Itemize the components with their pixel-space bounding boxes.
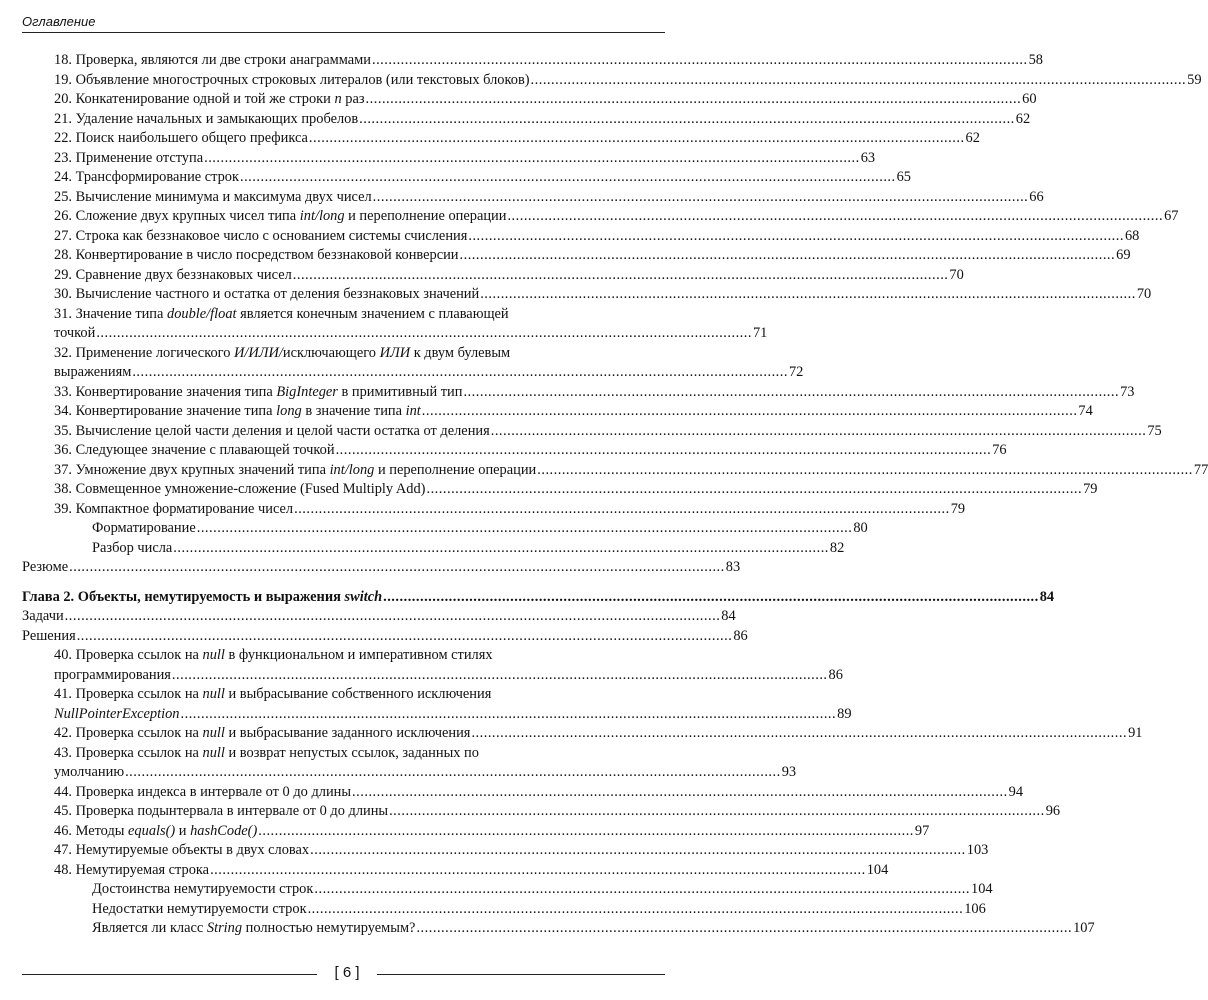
leader-dots	[460, 246, 1116, 266]
leader-dots	[463, 383, 1119, 403]
toc-entry-35[interactable]: 35. Вычисление целой части деления и целой части остатка от деления ..... 75	[22, 422, 665, 442]
leader-dots	[359, 110, 1015, 130]
leader-dots	[65, 607, 721, 627]
toc-entry-27[interactable]: 27. Строка как беззнаковое число с основанием системы счисления ..... 68	[22, 227, 665, 247]
toc-entry-31[interactable]: 31. Значение типа double/float является конечным значением с плавающей точкой ..... 71	[22, 305, 665, 344]
toc-entry-25[interactable]: 25. Вычисление минимума и максимума двух чисел ..... 66	[22, 188, 665, 208]
leader-dots	[383, 588, 1039, 608]
toc-entry-summary[interactable]: Резюме ..... 83	[22, 558, 665, 578]
running-header: Оглавление	[22, 14, 96, 29]
toc-subentry-parsing[interactable]: Разбор числа ..... 82	[22, 539, 665, 559]
leader-dots	[372, 51, 1028, 71]
leader-dots	[77, 627, 733, 647]
leader-dots	[308, 900, 964, 920]
toc-entry-solutions[interactable]: Решения ..... 86	[22, 627, 665, 647]
toc-chapter-2[interactable]: Глава 2. Объекты, немутируемость и выражения switch ..... 84	[22, 588, 665, 608]
toc-entry-48[interactable]: 48. Немутируемая строка ..... 104	[22, 861, 665, 881]
leader-dots	[491, 422, 1147, 442]
footer-rule-left	[22, 974, 317, 975]
leader-dots	[416, 919, 1072, 939]
leader-dots	[531, 71, 1187, 91]
leader-dots	[352, 783, 1008, 803]
leader-dots	[181, 705, 837, 725]
toc-subentry-advantages[interactable]: Достоинства немутируемости строк ..... 104	[22, 880, 665, 900]
header-rule	[22, 32, 665, 33]
toc-entry-26[interactable]: 26. Сложение двух крупных чисел типа int/long и переполнение операции ..... 67	[22, 207, 665, 227]
leader-dots	[471, 724, 1127, 744]
leader-dots	[294, 500, 950, 520]
toc-entry-20[interactable]: 20. Конкатенирование одной и той же строки n раз ..... 60	[22, 90, 665, 110]
footer-rule-right	[377, 974, 665, 975]
toc-entry-41[interactable]: 41. Проверка ссылок на null и выбрасывание собственного исключения NullPointerException ..... 89	[22, 685, 665, 724]
toc-entry-37[interactable]: 37. Умножение двух крупных значений типа int/long и переполнение операции ..... 77	[22, 461, 665, 481]
leader-dots	[480, 285, 1136, 305]
leader-dots	[309, 129, 965, 149]
leader-dots	[426, 480, 1082, 500]
leader-dots	[507, 207, 1163, 227]
toc-entry-32[interactable]: 32. Применение логического И/ИЛИ/исключающего ИЛИ к двум булевым выражениям ..... 72	[22, 344, 665, 383]
toc-subentry-string-immutable[interactable]: Является ли класс String полностью немутируемым? ..... 107	[22, 919, 665, 939]
leader-dots	[210, 861, 866, 881]
leader-dots	[173, 539, 829, 559]
leader-dots	[125, 763, 781, 783]
toc-entry-42[interactable]: 42. Проверка ссылок на null и выбрасывание заданного исключения ..... 91	[22, 724, 665, 744]
toc-subentry-formatting[interactable]: Форматирование ..... 80	[22, 519, 665, 539]
toc-entry-39[interactable]: 39. Компактное форматирование чисел ..... 79	[22, 500, 665, 520]
toc-entry-40[interactable]: 40. Проверка ссылок на null в функциональном и императивном стилях программирования ..... 86	[22, 646, 665, 685]
leader-dots	[310, 841, 966, 861]
toc-entry-38[interactable]: 38. Совмещенное умножение-сложение (Fused Multiply Add) ..... 79	[22, 480, 665, 500]
leader-dots	[389, 802, 1045, 822]
page-number: [ 6 ]	[334, 964, 360, 981]
leader-dots	[336, 441, 992, 461]
leader-dots	[293, 266, 949, 286]
toc-entry-44[interactable]: 44. Проверка индекса в интервале от 0 до длины ..... 94	[22, 783, 665, 803]
toc-entry-28[interactable]: 28. Конвертирование в число посредством беззнаковой конверсии ..... 69	[22, 246, 665, 266]
toc-entry-34[interactable]: 34. Конвертирование значение типа long в значение типа int ..... 74	[22, 402, 665, 422]
leader-dots	[366, 90, 1022, 110]
toc-entry-43[interactable]: 43. Проверка ссылок на null и возврат непустых ссылок, заданных по умолчанию ..... 93	[22, 744, 665, 783]
toc-subentry-disadvantages[interactable]: Недостатки немутируемости строк ..... 106	[22, 900, 665, 920]
toc-entry-19[interactable]: 19. Объявление многострочных строковых литералов (или текстовых блоков) ..... 59	[22, 71, 665, 91]
toc-entry-47[interactable]: 47. Немутируемые объекты в двух словах ..... 103	[22, 841, 665, 861]
leader-dots	[240, 168, 896, 188]
table-of-contents	[22, 51, 1208, 939]
toc-entry-45[interactable]: 45. Проверка подынтервала в интервале от 0 до длины ..... 96	[22, 802, 665, 822]
toc-entry-22[interactable]: 22. Поиск наибольшего общего префикса ..... 62	[22, 129, 665, 149]
toc-entry-23[interactable]: 23. Применение отступа ..... 63	[22, 149, 665, 169]
toc-entry-46[interactable]: 46. Методы equals() и hashCode() ..... 97	[22, 822, 665, 842]
toc-entry-tasks[interactable]: Задачи ..... 84	[22, 607, 665, 627]
leader-dots	[96, 324, 752, 344]
toc-entry-29[interactable]: 29. Сравнение двух беззнаковых чисел ..... 70	[22, 266, 665, 286]
leader-dots	[373, 188, 1029, 208]
page-footer	[22, 963, 665, 983]
leader-dots	[537, 461, 1193, 481]
leader-dots	[258, 822, 914, 842]
leader-dots	[172, 666, 828, 686]
toc-entry-30[interactable]: 30. Вычисление частного и остатка от деления беззнаковых значений ..... 70	[22, 285, 665, 305]
leader-dots	[468, 227, 1124, 247]
toc-entry-18[interactable]: 18. Проверка, являются ли две строки анаграммами ..... 58	[22, 51, 665, 71]
leader-dots	[422, 402, 1078, 422]
leader-dots	[132, 363, 788, 383]
leader-dots	[204, 149, 860, 169]
leader-dots	[314, 880, 970, 900]
toc-entry-33[interactable]: 33. Конвертирование значения типа BigInteger в примитивный тип ..... 73	[22, 383, 665, 403]
toc-entry-24[interactable]: 24. Трансформирование строк ..... 65	[22, 168, 665, 188]
toc-entry-21[interactable]: 21. Удаление начальных и замыкающих пробелов ..... 62	[22, 110, 665, 130]
leader-dots	[197, 519, 853, 539]
leader-dots	[69, 558, 725, 578]
toc-entry-36[interactable]: 36. Следующее значение с плавающей точкой ..... 76	[22, 441, 665, 461]
